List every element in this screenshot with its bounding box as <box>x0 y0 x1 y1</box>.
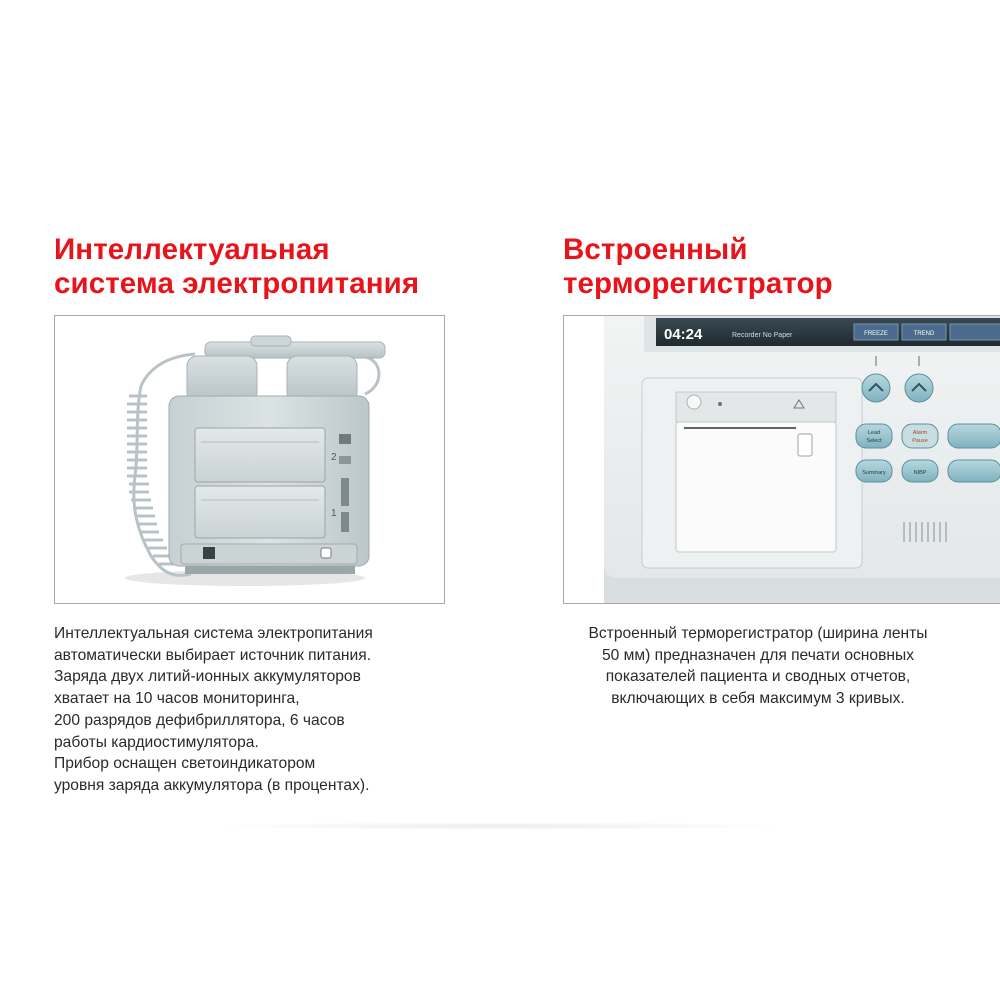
left-heading-line-2: система электропитания <box>54 267 420 300</box>
nibp-key: NIBP <box>913 470 927 476</box>
screen-status: Recorder No Paper <box>732 332 793 339</box>
slot-1-mark: 1 <box>331 508 337 519</box>
right-heading-line-2: терморегистратор <box>563 267 833 300</box>
left-body-line: Заряда двух литий-ионных аккумуляторов <box>54 668 361 686</box>
bottom-shadow <box>210 822 790 830</box>
right-heading <box>563 233 833 301</box>
left-body-line: Интеллектуальная система электропитания <box>54 625 373 642</box>
right-description <box>563 623 953 710</box>
monitor-screen <box>656 318 1000 346</box>
freeze-softkey: FREEZE <box>864 331 888 337</box>
alarm-pause-key-2: Pause <box>912 438 928 444</box>
left-body-line: хватает на 10 часов мониторинга, <box>54 690 300 708</box>
battery-slot-2 <box>195 428 325 482</box>
left-heading <box>54 233 419 301</box>
left-body-line: Прибор оснащен светоиндикатором <box>54 755 316 773</box>
left-heading-line-1: Интеллектуальная <box>54 233 330 266</box>
lead-select-key-1: Lead <box>867 430 881 436</box>
alarm-pause-key-1: Alarm <box>912 430 928 436</box>
screen-time: 04:24 <box>664 326 703 343</box>
left-description <box>54 623 373 797</box>
right-body-line: включающих в себя максимум 3 кривых. <box>611 690 905 708</box>
left-body-line: автоматически выбирает источник питания. <box>54 646 372 664</box>
power-system-photo <box>54 315 445 604</box>
right-body-line: показателей пациента и сводных отчетов, <box>605 668 911 686</box>
monitor-body <box>169 396 369 574</box>
defibrillator-back-illustration <box>55 316 445 604</box>
dc-connector <box>203 547 215 559</box>
right-body-line: 50 мм) предназначен для печати основных <box>602 646 914 664</box>
battery-slot-1 <box>195 486 325 538</box>
thermal-recorder-illustration <box>564 316 1000 604</box>
summary-key: Summary <box>862 470 886 476</box>
left-body-line: уровня заряда аккумулятора (в процентах). <box>54 776 370 794</box>
trend-softkey: TREND <box>913 331 935 337</box>
thermal-printer <box>642 378 862 568</box>
left-body-line: работы кардиостимулятора. <box>54 733 259 751</box>
right-body-line: Встроенный терморегистратор (ширина ленты <box>588 625 928 642</box>
slot-2-mark: 2 <box>331 452 337 463</box>
lead-select-key-2: Select <box>866 438 882 444</box>
recorder-photo <box>563 315 1000 604</box>
left-body-line: 200 разрядов дефибриллятора, 6 часов <box>54 711 345 729</box>
right-heading-line-1: Встроенный <box>563 233 748 266</box>
